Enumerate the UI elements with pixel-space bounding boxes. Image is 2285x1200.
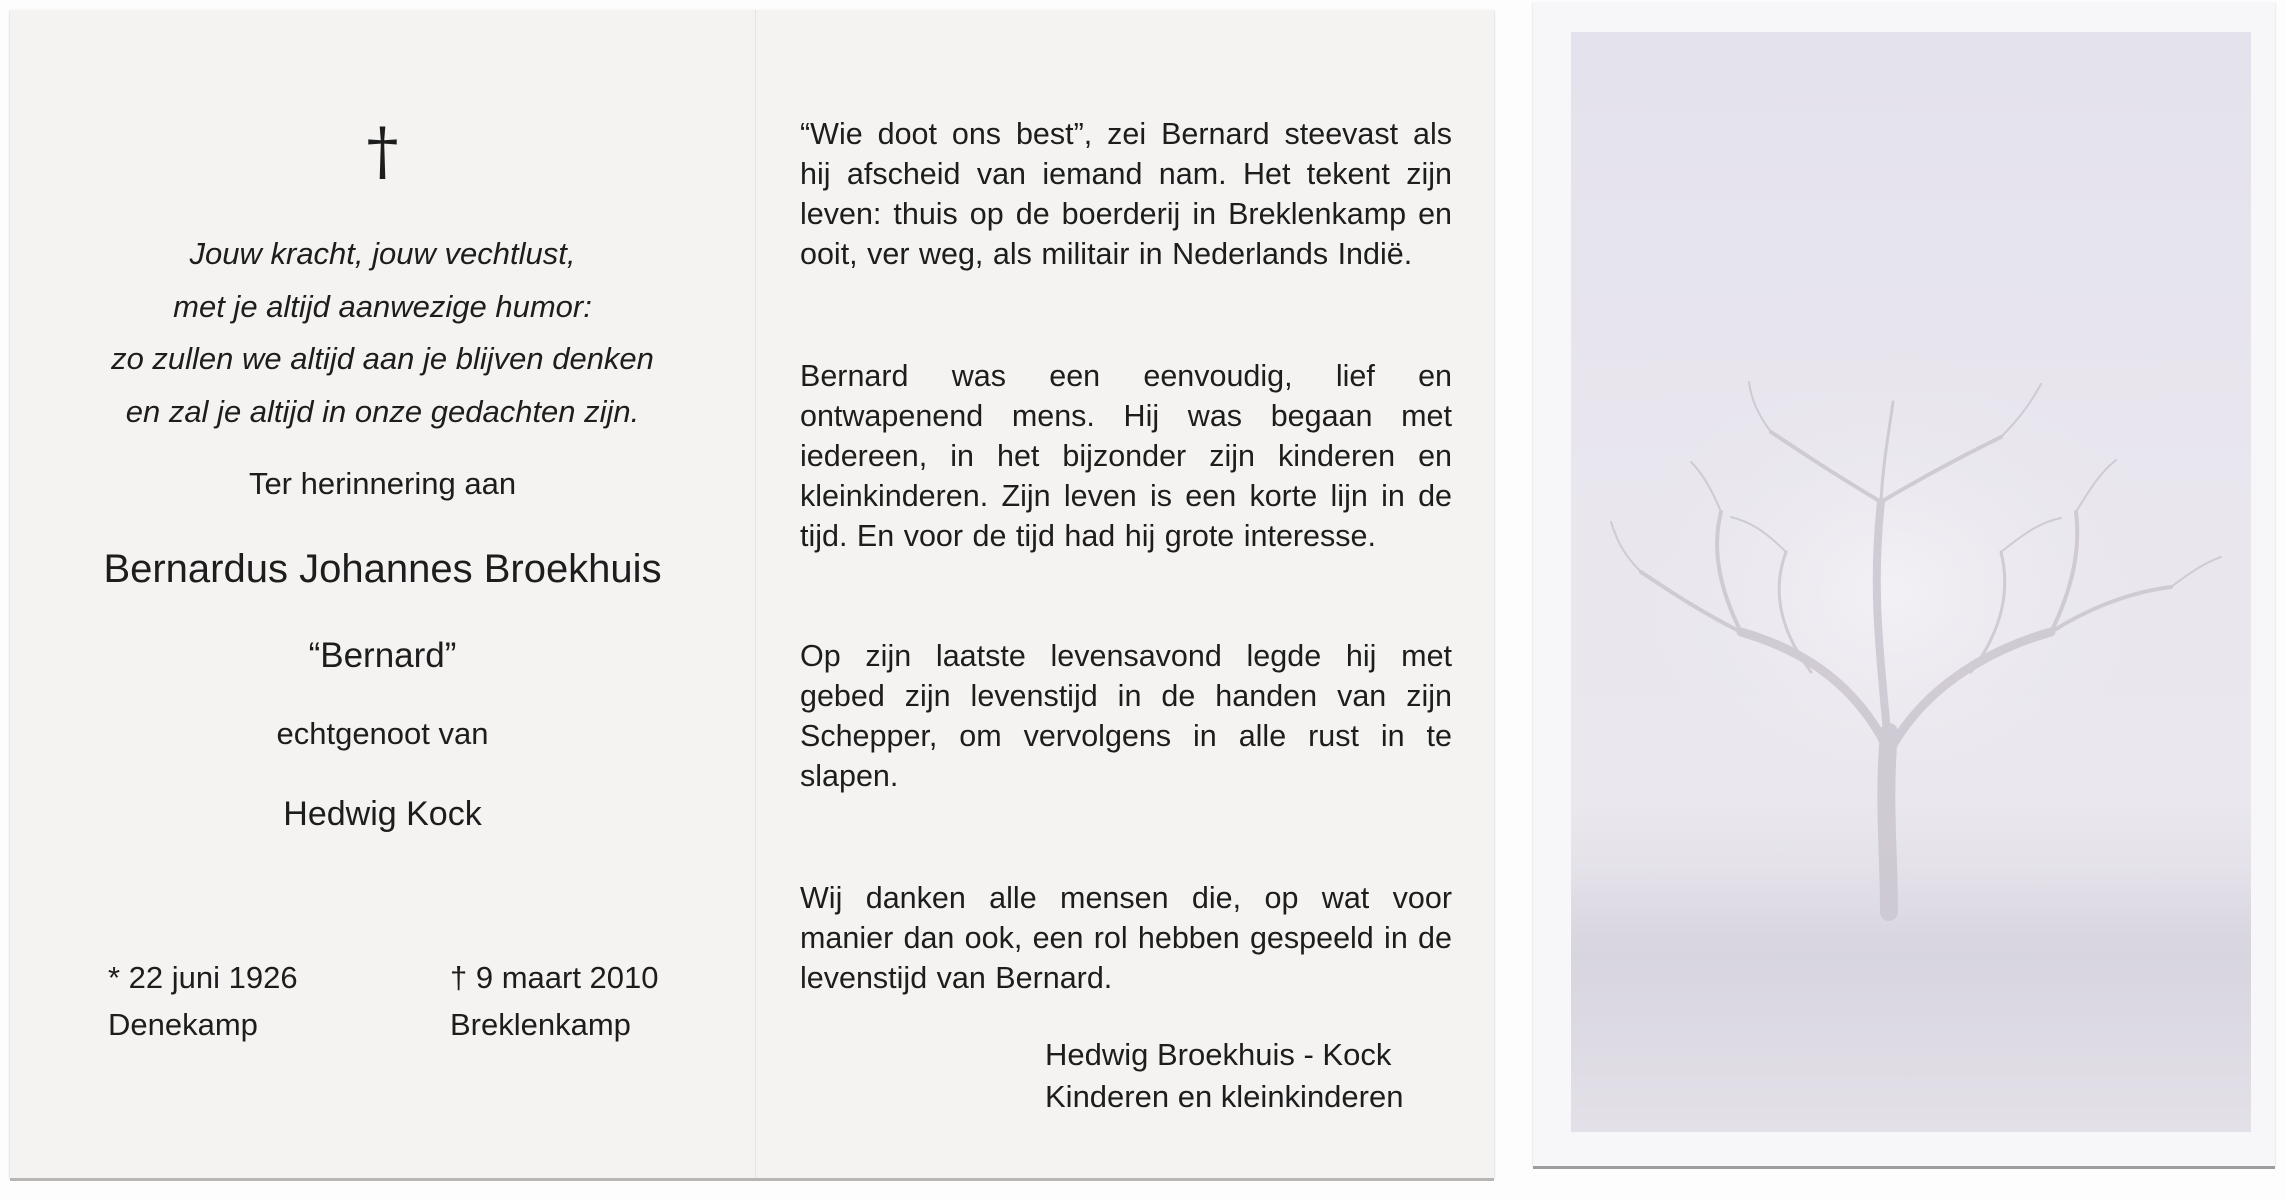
memorial-card-front xyxy=(1533,2,2275,1166)
card-fold-line xyxy=(755,10,756,1178)
death-place: Breklenkamp xyxy=(450,1007,631,1042)
cross-icon: † xyxy=(366,115,399,189)
birth-info xyxy=(108,954,298,1048)
poem-line: zo zullen we altijd aan je blijven denken xyxy=(111,341,654,376)
birth-date: * 22 juni 1926 xyxy=(108,960,298,995)
signature xyxy=(1045,1034,1403,1118)
paragraph xyxy=(800,114,1452,274)
poem-line: met je altijd aanwezige humor: xyxy=(173,288,592,324)
deceased-full-name: Bernardus Johannes Broekhuis xyxy=(103,547,662,591)
paragraph-text: Bernard was een eenvoudig, lief en ontwapenend mens. Hij was begaan met iedereen, in het bijzonder zijn kinderen en kleinkinderen. Zijn leven is een korte lijn in de tijd. En voor de tijd had hij grote interesse. xyxy=(800,359,1452,553)
poem-line: en zal je altijd in onze gedachten zijn. xyxy=(125,393,640,429)
paragraph-text: Wij danken alle mensen die, op wat voor manier dan ook, een rol hebben gespeeld in de levenstijd van Bernard. xyxy=(800,881,1452,995)
paragraph xyxy=(800,878,1452,998)
spouse-name: Hedwig Kock xyxy=(283,795,482,833)
misty-tree-photo xyxy=(1571,32,2251,1132)
paragraph-text: “Wie doot ons best”, zei Bernard steevast als hij afscheid van iemand nam. Het tekent zijn leven: thuis op de boerderij in Breklenkamp en ooit, ver weg, als militair in Nederlands Indië. xyxy=(800,117,1452,271)
birth-place: Denekamp xyxy=(108,1007,258,1042)
right-panel xyxy=(800,10,1460,1178)
signature-line: Hedwig Broekhuis - Kock xyxy=(1045,1037,1392,1072)
paragraph xyxy=(800,636,1452,796)
left-panel xyxy=(10,10,755,1178)
paragraph xyxy=(800,356,1452,556)
signature-line: Kinderen en kleinkinderen xyxy=(1045,1079,1404,1114)
poem xyxy=(10,228,755,438)
memorial-card-inside xyxy=(10,10,1494,1178)
memory-line: Ter herinnering aan xyxy=(248,466,517,501)
deceased-nickname: “Bernard” xyxy=(308,636,457,675)
paragraph-text: Op zijn laatste levensavond legde hij met gebed zijn levenstijd in de handen van zijn Schepper, om vervolgens in alle rust in te slapen. xyxy=(800,639,1452,793)
death-date: † 9 maart 2010 xyxy=(450,960,659,995)
poem-line: Jouw kracht, jouw vechtlust, xyxy=(189,236,576,271)
tree-illustration xyxy=(1571,32,2251,1132)
death-info xyxy=(450,954,659,1048)
spouse-intro: echtgenoot van xyxy=(276,716,489,751)
